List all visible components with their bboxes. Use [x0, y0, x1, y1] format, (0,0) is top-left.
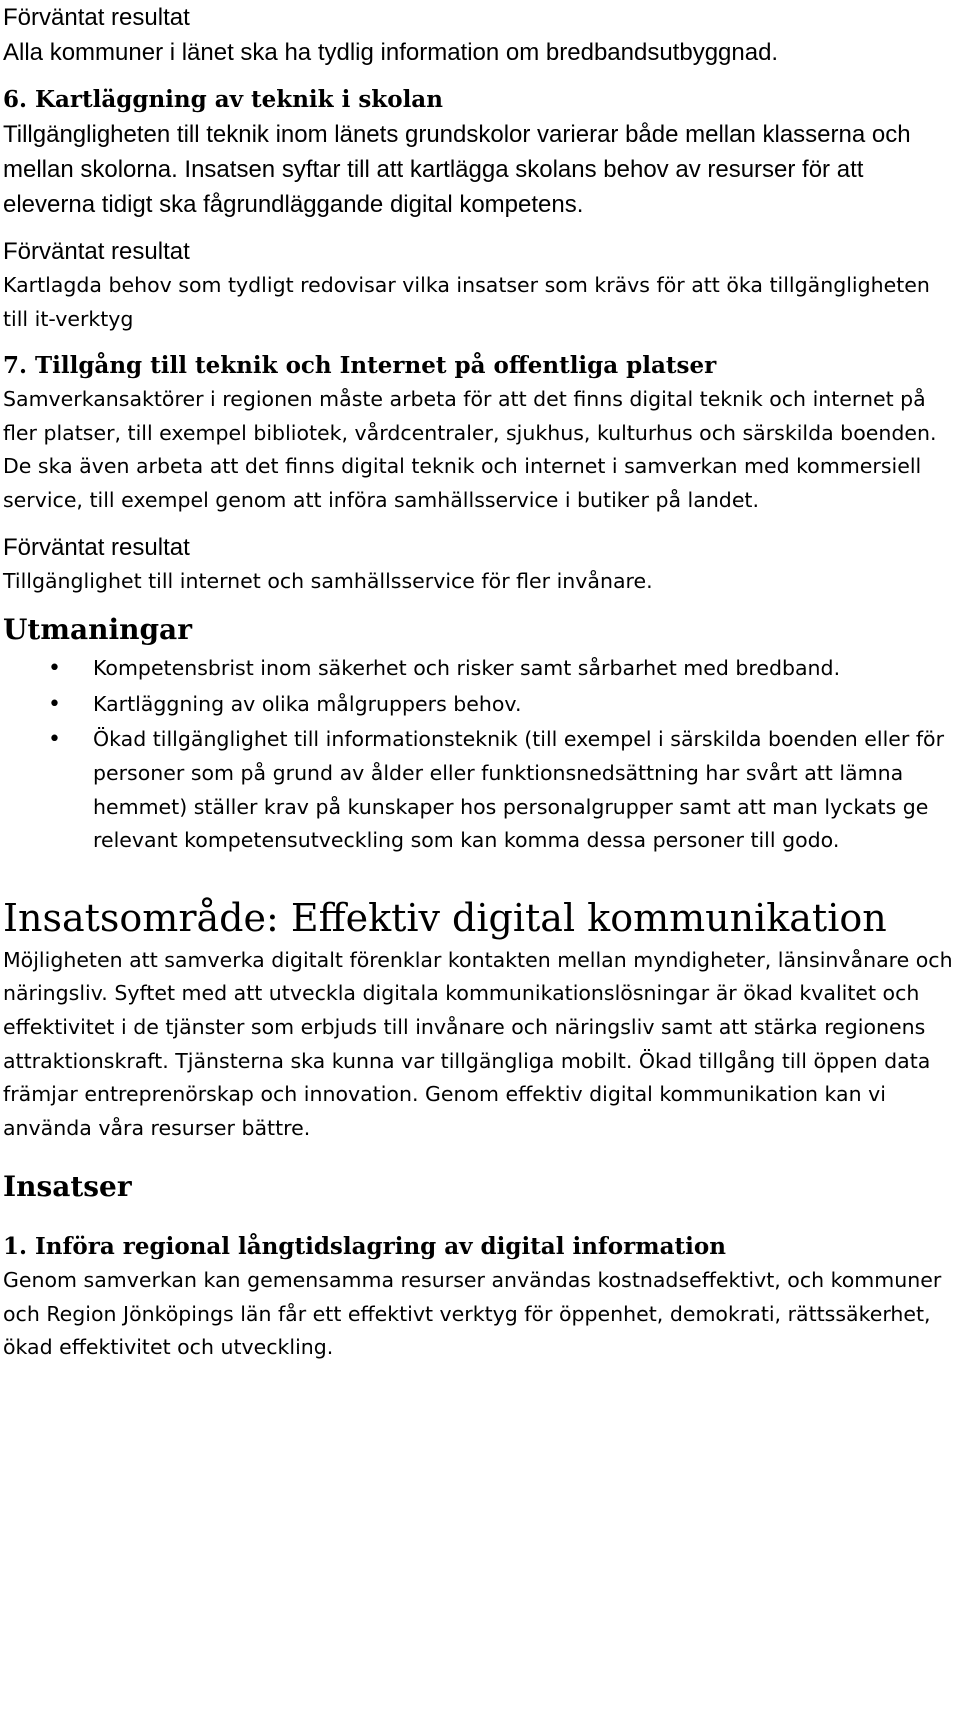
bullet-icon: • [48, 727, 61, 753]
result-text-top: Alla kommuner i länet ska ha tydlig information om bredbandsutbyggnad. [3, 39, 779, 66]
list-item [3, 723, 953, 857]
bullet-icon: • [48, 691, 61, 717]
area-body: Möjligheten att samverka digitalt förenklar kontakten mellan myndigheter, länsinvånare och näringsliv. Syftet med att utveckla digitala kommunikationslösningar är ökad kvalitet och effektivitet i de tjänster som erbjuds till invånare och näringsliv samt att stärka regionens attraktionskraft. Tjänsterna ska kunna var tillgängliga mobilt. Ökad tillgång till öppen data främjar entreprenörskap och innovation. Genom effektiv digital kommunikation kan vi använda våra resurser bättre. [3, 947, 953, 1140]
insats-1-body: Genom samverkan kan gemensamma resurser användas kostnadseffektivt, och kommuner och Region Jönköpings län får ett effektivt verktyg för öppenhet, demokrati, rättssäkerhet, ökad effektivitet och utveckling. [3, 1268, 942, 1360]
list-item-text: Ökad tillgänglighet till informationsteknik (till exempel i särskilda boenden eller för personer som på grund av ålder eller funktionsnedsättning har svårt att lämna hemmet) ställer krav på kunskaper hos personalgrupper samt att man lyckats ge relevant kompetensutveckling som kan komma dessa personer till godo. [93, 727, 945, 853]
section-7-body: Samverkansaktörer i regionen måste arbeta för att det finns digital teknik och internet på fler platser, till exempel bibliotek, vårdcentraler, sjukhus, kulturhus och särskilda boenden. De ska även arbeta att det finns digital teknik och internet i samverkan med kommersiell service, till exempel genom att införa samhällsservice i butiker på landet. [3, 387, 937, 512]
list-item [3, 688, 953, 722]
document-page [3, 0, 953, 1365]
list-item-text: Kartläggning av olika målgruppers behov. [93, 691, 522, 716]
challenges-list [3, 652, 953, 858]
list-item-text: Kompetensbrist inom säkerhet och risker samt sårbarhet med bredband. [93, 656, 841, 681]
section-6-result-text: Kartlagda behov som tydligt redovisar vilka insatser som krävs för att öka tillgängligheten till it-verktyg [3, 273, 930, 331]
insatser-heading: Insatser [3, 1170, 132, 1204]
section-7-heading: 7. Tillgång till teknik och Internet på offentliga platser [3, 352, 717, 380]
bullet-icon: • [48, 656, 61, 682]
result-label-top: Förväntat resultat [3, 4, 190, 31]
section-6-heading: 6. Kartläggning av teknik i skolan [3, 86, 443, 113]
challenges-heading: Utmaningar [3, 613, 192, 647]
section-6-body: Tillgängligheten till teknik inom länets grundskolor varierar både mellan klasserna och mellan skolorna. Insatsen syftar till att kartlägga skolans behov av resurser för att eleverna tidigt ska fågrundläggande digital kompetens. [3, 121, 911, 218]
area-heading: Insatsområde: Effektiv digital kommunikation [3, 895, 887, 940]
list-item [3, 652, 953, 686]
section-7-result-text: Tillgänglighet till internet och samhällsservice för fler invånare. [3, 568, 653, 593]
section-7-result-label: Förväntat resultat [3, 533, 190, 561]
section-6-result-label: Förväntat resultat [3, 238, 190, 265]
insats-1-heading: 1. Införa regional långtidslagring av digital information [3, 1233, 726, 1261]
